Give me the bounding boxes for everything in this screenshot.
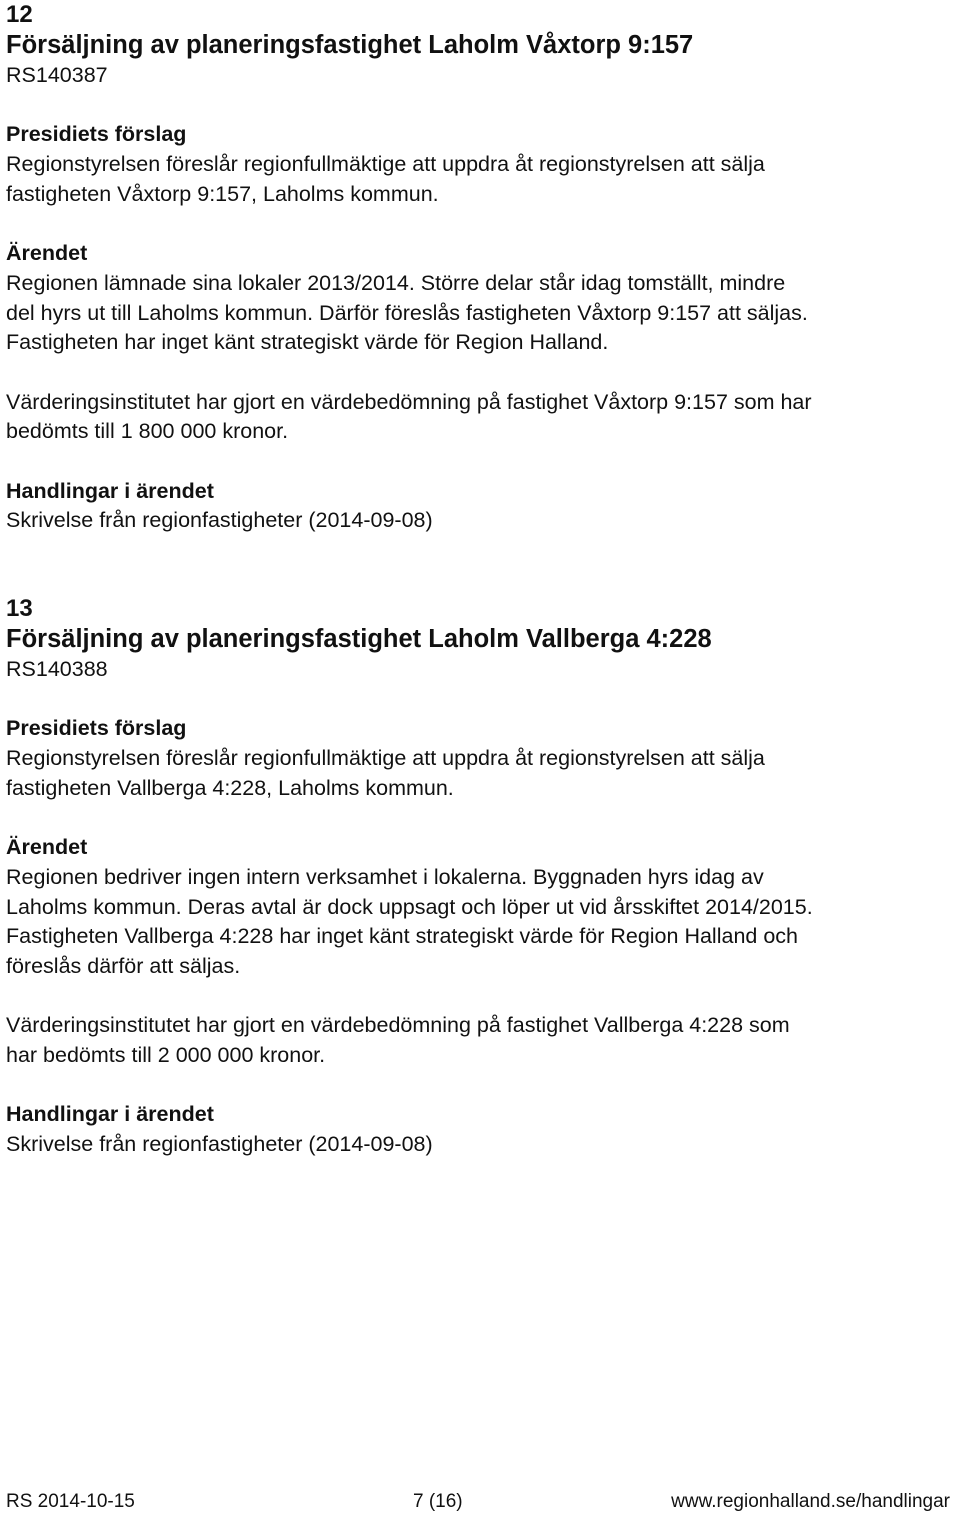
proposal-heading: Presidiets förslag	[6, 716, 187, 741]
matter-line: föreslås därför att säljas.	[6, 954, 241, 978]
agenda-item-12	[6, 0, 812, 536]
document-entry: Skrivelse från regionfastigheter (2014-09-08)	[6, 508, 433, 533]
documents-heading: Handlingar i ärendet	[6, 478, 214, 503]
proposal-line: Regionstyrelsen föreslår regionfullmäktige att uppdra åt regionstyrelsen att sälja	[6, 152, 765, 177]
footer-url: www.regionhalland.se/handlingar	[671, 1491, 950, 1512]
valuation-line: har bedömts till 2 000 000 kronor.	[6, 1043, 326, 1068]
matter-heading: Ärendet	[6, 835, 88, 860]
matter-line: del hyrs ut till Laholms kommun. Därför föreslås fastigheten Våxtorp 9:157 att säljas.	[6, 300, 808, 325]
proposal-line: fastigheten Våxtorp 9:157, Laholms kommun.	[6, 181, 439, 206]
item-number: 12	[6, 1, 33, 28]
matter-line: Regionen bedriver ingen intern verksamhet i lokalerna. Byggnaden hyrs idag av	[6, 864, 764, 889]
proposal-line: Regionstyrelsen föreslår regionfullmäktige att uppdra åt regionstyrelsen att sälja	[6, 746, 765, 771]
matter-line: Laholms kommun. Deras avtal är dock uppsagt och löper ut vid årsskiftet 2014/2015.	[6, 894, 813, 919]
document-entry: Skrivelse från regionfastigheter (2014-09-08)	[6, 1132, 433, 1157]
matter-line: Fastigheten har inget känt strategiskt värde för Region Halland.	[6, 330, 609, 355]
item-title: Försäljning av planeringsfastighet Laholm Vallberga 4:228	[6, 625, 712, 653]
item-number: 13	[6, 595, 33, 622]
documents-heading: Handlingar i ärendet	[6, 1102, 214, 1127]
matter-line: Fastigheten Vallberga 4:228 har inget känt strategiskt värde för Region Halland och	[6, 924, 798, 949]
item-title: Försäljning av planeringsfastighet Laholm Våxtorp 9:157	[6, 31, 694, 59]
valuation-line: Värderingsinstitutet har gjort en värdebedömning på fastighet Våxtorp 9:157 som har	[6, 389, 812, 414]
item-reference: RS140388	[6, 657, 108, 681]
proposal-heading: Presidiets förslag	[6, 122, 187, 147]
matter-heading: Ärendet	[6, 241, 88, 266]
agenda-item-13	[6, 594, 813, 1160]
item-reference: RS140387	[6, 63, 108, 87]
proposal-line: fastigheten Vallberga 4:228, Laholms kommun.	[6, 775, 454, 800]
matter-line: Regionen lämnade sina lokaler 2013/2014. Större delar står idag tomställt, mindre	[6, 270, 786, 295]
footer-date: RS 2014-10-15	[6, 1491, 135, 1512]
valuation-line: Värderingsinstitutet har gjort en värdebedömning på fastighet Vallberga 4:228 som	[6, 1013, 790, 1038]
page-number: 7 (16)	[413, 1491, 463, 1512]
valuation-line: bedömts till 1 800 000 kronor.	[6, 419, 289, 444]
